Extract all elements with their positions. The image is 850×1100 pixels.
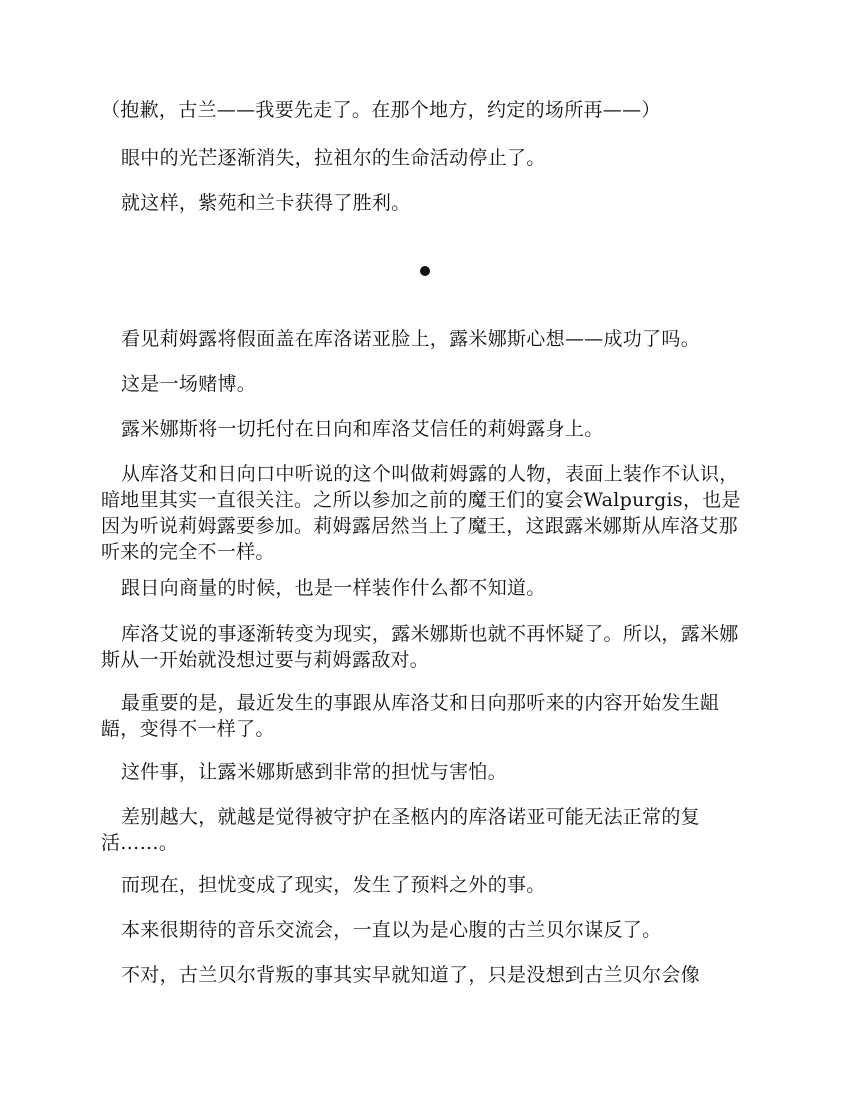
paragraph: 眼中的光芒逐渐消失，拉祖尔的生命活动停止了。 xyxy=(121,147,546,169)
section-break-dot xyxy=(420,266,430,276)
paragraph-dialogue: （抱歉，古兰——我要先走了。在那个地方，约定的场所再——） xyxy=(101,99,661,121)
paragraph: 露米娜斯将一切托付在日向和库洛艾信任的莉姆露身上。 xyxy=(121,418,604,440)
paragraph: 看见莉姆露将假面盖在库洛诺亚脸上，露米娜斯心想——成功了吗。 xyxy=(121,328,701,350)
paragraph: 差别越大，就越是觉得被守护在圣柩内的库洛诺亚可能无法正常的复活……。 xyxy=(101,806,701,854)
paragraph: 本来很期待的音乐交流会，一直以为是心腹的古兰贝尔谋反了。 xyxy=(121,919,662,941)
paragraph: 这件事，让露米娜斯感到非常的担忧与害怕。 xyxy=(121,761,508,783)
paragraph: 最重要的是，最近发生的事跟从库洛艾和日向那听来的内容开始发生龃龉，变得不一样了。 xyxy=(101,692,720,740)
paragraph: 而现在，担忧变成了现实，发生了预料之外的事。 xyxy=(121,874,546,896)
paragraph: 就这样，紫苑和兰卡获得了胜利。 xyxy=(121,192,411,214)
paragraph: 跟日向商量的时候，也是一样装作什么都不知道。 xyxy=(121,577,546,599)
paragraph: 库洛艾说的事逐渐转变为现实，露米娜斯也就不再怀疑了。所以，露米娜斯从一开始就没想过要与莉姆露敌对。 xyxy=(101,623,739,671)
paragraph: 这是一场赌博。 xyxy=(121,373,257,395)
paragraph: 不对，古兰贝尔背叛的事其实早就知道了，只是没想到古兰贝尔会像 xyxy=(121,964,701,986)
paragraph: 从库洛艾和日向口中听说的这个叫做莉姆露的人物，表面上装作不认识，暗地里其实一直很关注。之所以参加之前的魔王们的宴会Walpurgis，也是因为听说莉姆露要参加。莉姆露居然当上了魔王，这跟露米娜斯从库洛艾那听来的完全不一样。 xyxy=(101,463,741,563)
